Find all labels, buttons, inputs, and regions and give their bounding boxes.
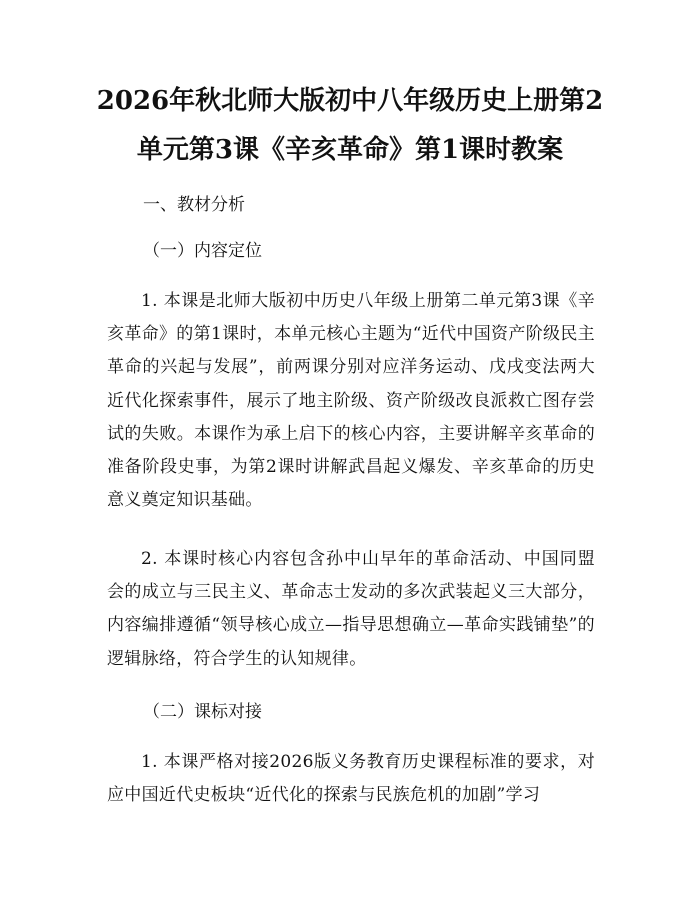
paragraph-content-positioning-1: 1. 本课是北师大版初中历史八年级上册第二单元第3课《辛亥革命》的第1课时，本单元核心主题为“近代中国资产阶级民主革命的兴起与发展”，前两课分别对应洋务运动、戊戌变法两大近代化探索事件，展示了地主阶级、资产阶级改良派救亡图存尝试的失败。本课作为承上启下的核心内容，主要讲解辛亥革命的准备阶段史事，为第2课时讲解武昌起义爆发、辛亥革命的历史意义奠定知识基础。 — [107, 291, 595, 511]
document-title-line-2: 单元第3课《辛亥革命》第1课时教案 — [136, 135, 564, 165]
subsection-heading-curriculum-alignment: （二）课标对接 — [143, 702, 262, 722]
subsection-heading-content-positioning: （一）内容定位 — [143, 241, 262, 261]
section-heading-textbook-analysis: 一、教材分析 — [143, 195, 245, 215]
document-title-line-1: 2026年秋北师大版初中八年级历史上册第2 — [96, 86, 604, 116]
paragraph-curriculum-alignment-1: 1. 本课严格对接2026版义务教育历史课程标准的要求，对应中国近代史板块“近代化的探索与民族危机的加剧”学习 — [107, 752, 595, 806]
paragraph-content-positioning-2: 2. 本课时核心内容包含孙中山早年的革命活动、中国同盟会的成立与三民主义、革命志士发动的多次武装起义三大部分，内容编排遵循“领导核心成立—指导思想确立—革命实践铺垫”的逻辑脉络，符合学生的认知规律。 — [107, 549, 595, 669]
